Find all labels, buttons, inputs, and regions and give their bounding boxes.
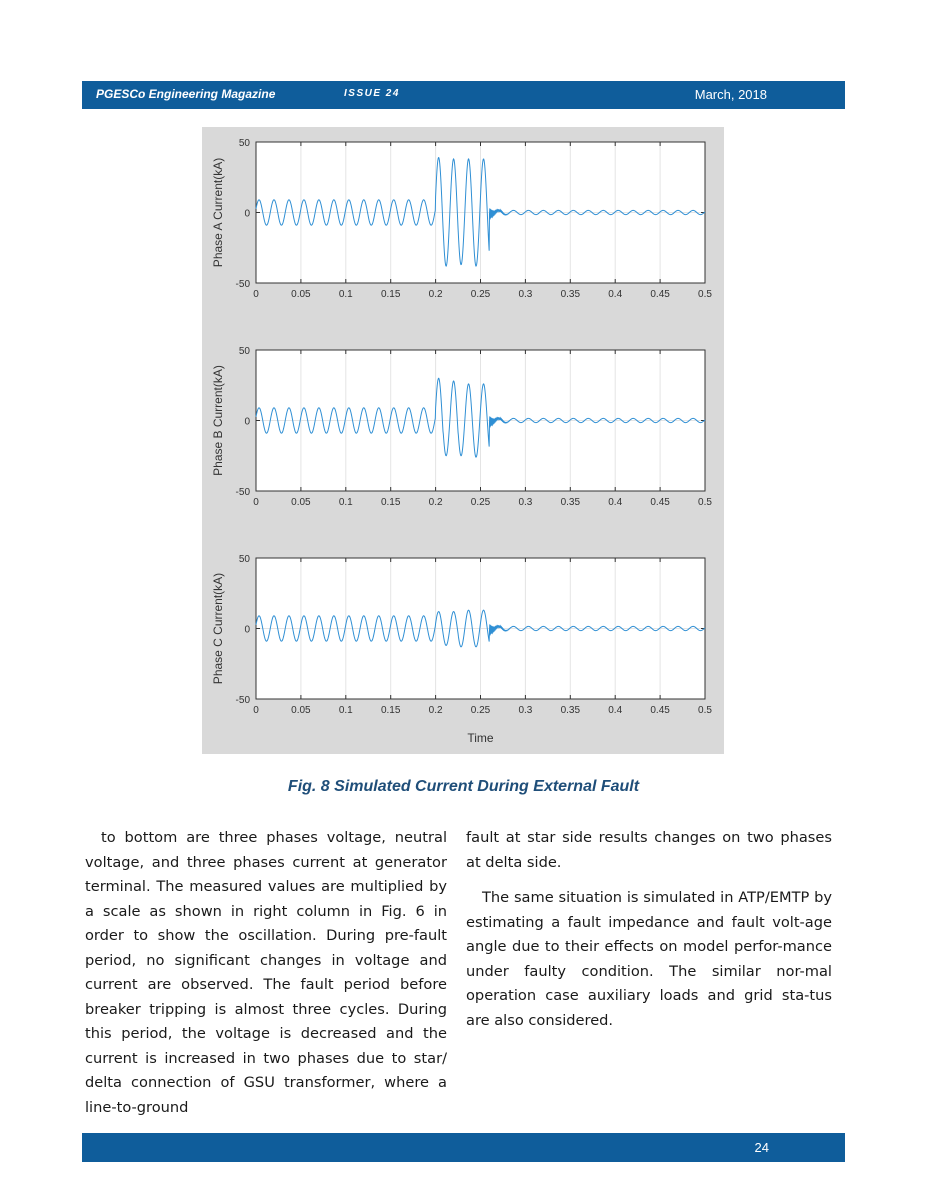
x-tick-label: 0 xyxy=(253,289,259,300)
x-tick-label: 0.3 xyxy=(518,705,533,716)
x-tick-label: 0.15 xyxy=(380,497,401,508)
y-tick-label: 50 xyxy=(238,554,250,565)
y-axis-label: Phase C Current(kA) xyxy=(211,572,225,685)
x-tick-label: 0.3 xyxy=(518,497,533,508)
x-tick-label: 0.45 xyxy=(650,497,670,508)
y-tick-label: 50 xyxy=(238,138,250,149)
x-tick-label: 0.2 xyxy=(428,705,443,716)
text-column-right xyxy=(466,826,832,1033)
x-tick-label: 0.45 xyxy=(650,289,670,300)
x-tick-label: 0.25 xyxy=(470,497,491,508)
x-tick-label: 0.05 xyxy=(291,705,311,716)
x-tick-label: 0 xyxy=(253,705,259,716)
figure-caption: Fig. 8 Simulated Current During External Fault xyxy=(287,778,640,795)
y-axis-label: Phase A Current(kA) xyxy=(211,157,225,268)
issue-label: ISSUE 24 xyxy=(344,88,400,99)
x-tick-label: 0.5 xyxy=(698,705,712,716)
x-axis-label: Time xyxy=(467,731,494,745)
x-tick-label: 0.5 xyxy=(698,289,712,300)
page-number: 24 xyxy=(754,1140,769,1155)
y-tick-label: -50 xyxy=(235,487,250,498)
y-axis-label: Phase B Current(kA) xyxy=(211,365,225,476)
paragraph: The same situation is simulated in ATP/EMTP by estimating a fault impedance and fault volt-age angle due to their effects on model perfor-mance under faulty condition. The similar nor-mal operation case auxiliary loads and grid sta-tus are also considered. xyxy=(466,889,832,1029)
y-tick-label: 0 xyxy=(244,624,250,636)
x-tick-label: 0.15 xyxy=(380,289,401,300)
x-tick-label: 0.45 xyxy=(650,705,670,716)
x-tick-label: 0.3 xyxy=(518,289,533,300)
y-tick-label: 50 xyxy=(238,346,250,357)
current-waveform-figure xyxy=(202,127,724,754)
paragraph: to bottom are three phases voltage, neutral voltage, and three phases current at generator terminal. The measured values are multiplied by a scale as shown in right column in Fig. 6 in order to show the oscillation. During pre-fault period, no significant changes in voltage and current are observed. The fault period before breaker tripping is almost three cycles. During this period, the voltage is decreased and the current is increased in two phases due to star/ delta connection of GSU transformer, where a line-to-ground xyxy=(85,829,447,1116)
x-tick-label: 0.5 xyxy=(698,497,712,508)
y-tick-label: 0 xyxy=(244,208,250,220)
x-tick-label: 0.4 xyxy=(608,705,623,716)
magazine-title: PGESCo Engineering Magazine xyxy=(96,87,276,101)
x-tick-label: 0.35 xyxy=(560,497,581,508)
text-column-left xyxy=(85,826,447,1120)
y-tick-label: -50 xyxy=(235,279,250,290)
x-tick-label: 0.1 xyxy=(338,497,353,508)
x-tick-label: 0.05 xyxy=(291,497,311,508)
issue-date: March, 2018 xyxy=(694,87,767,102)
x-tick-label: 0.1 xyxy=(338,289,353,300)
x-tick-label: 0.35 xyxy=(560,705,581,716)
x-tick-label: 0.4 xyxy=(608,497,623,508)
y-tick-label: 0 xyxy=(244,416,250,428)
x-tick-label: 0.2 xyxy=(428,497,443,508)
x-tick-label: 0 xyxy=(253,497,259,508)
footer-bar xyxy=(82,1133,845,1162)
y-tick-label: -50 xyxy=(235,695,250,706)
x-tick-label: 0.05 xyxy=(291,289,311,300)
x-tick-label: 0.25 xyxy=(470,289,491,300)
x-tick-label: 0.35 xyxy=(560,289,581,300)
x-tick-label: 0.2 xyxy=(428,289,443,300)
header-bar xyxy=(82,81,845,109)
x-tick-label: 0.15 xyxy=(380,705,401,716)
x-tick-label: 0.25 xyxy=(470,705,491,716)
paragraph: fault at star side results changes on two phases at delta side. xyxy=(466,829,832,871)
x-tick-label: 0.4 xyxy=(608,289,623,300)
x-tick-label: 0.1 xyxy=(338,705,353,716)
